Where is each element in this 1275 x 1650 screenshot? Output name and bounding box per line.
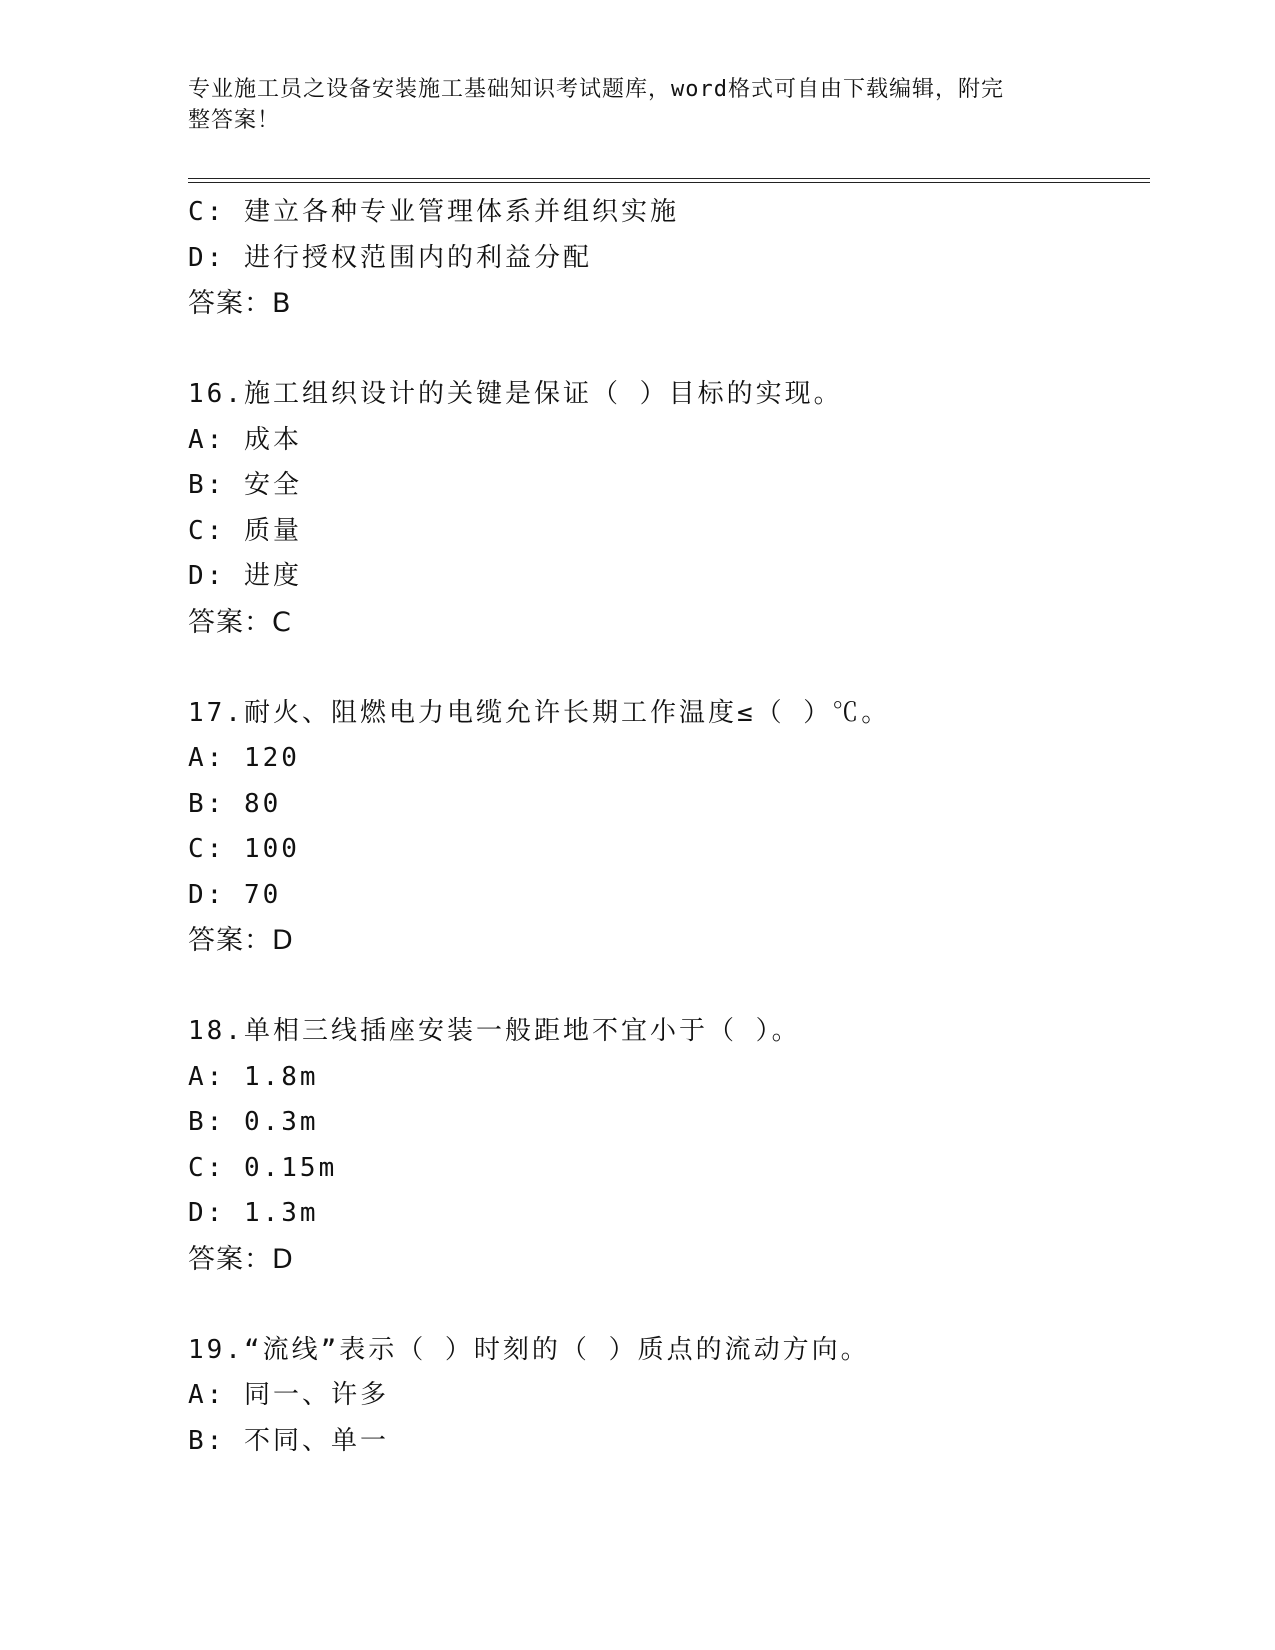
header-line-2: 整答案！ [188, 108, 281, 133]
question-17 [188, 691, 1148, 964]
question-18 [188, 1009, 1148, 1282]
answer: 答案：B [188, 288, 292, 319]
question-15-tail [188, 190, 1148, 327]
option-d: D: 1.3m [188, 1198, 319, 1228]
option-a: A: 同一、许多 [188, 1380, 389, 1410]
option-a: A: 成本 [188, 424, 302, 455]
question-stem: 18.单相三线插座安装一般距地不宜小于（ ）。 [188, 1016, 801, 1046]
answer: 答案：C [188, 606, 292, 638]
option-b: B: 安全 [188, 470, 302, 500]
question-stem: 17.耐火、阻燃电力电缆允许长期工作温度≤（ ）℃。 [188, 697, 891, 728]
option-c: C: 质量 [188, 515, 302, 546]
question-stem: 16.施工组织设计的关键是保证（ ）目标的实现。 [188, 379, 843, 409]
answer: 答案：D [188, 1243, 294, 1275]
question-stem: 19.“流线”表示（ ）时刻的（ ）质点的流动方向。 [188, 1334, 870, 1365]
option-d: D: 进度 [188, 561, 302, 591]
answer: 答案：D [188, 925, 294, 956]
option-b: B: 0.3m [188, 1107, 319, 1137]
option-d: D: 进行授权范围内的利益分配 [188, 242, 592, 273]
option-c: C: 建立各种专业管理体系并组织实施 [188, 197, 679, 227]
header-rule-bottom [188, 182, 1150, 183]
option-b: B: 不同、单一 [188, 1425, 389, 1456]
option-d: D: 70 [188, 879, 282, 910]
document-header [188, 74, 1088, 136]
header-line-1: 专业施工员之设备安装施工基础知识考试题库，word格式可自由下载编辑，附完 [188, 77, 1004, 102]
question-list [188, 190, 1148, 1464]
header-rule-top [188, 178, 1150, 179]
question-19 [188, 1328, 1148, 1465]
option-c: C: 0.15m [188, 1152, 338, 1183]
option-c: C: 100 [188, 834, 300, 864]
option-a: A: 120 [188, 743, 300, 773]
question-16 [188, 372, 1148, 645]
option-b: B: 80 [188, 788, 282, 819]
option-a: A: 1.8m [188, 1061, 319, 1092]
